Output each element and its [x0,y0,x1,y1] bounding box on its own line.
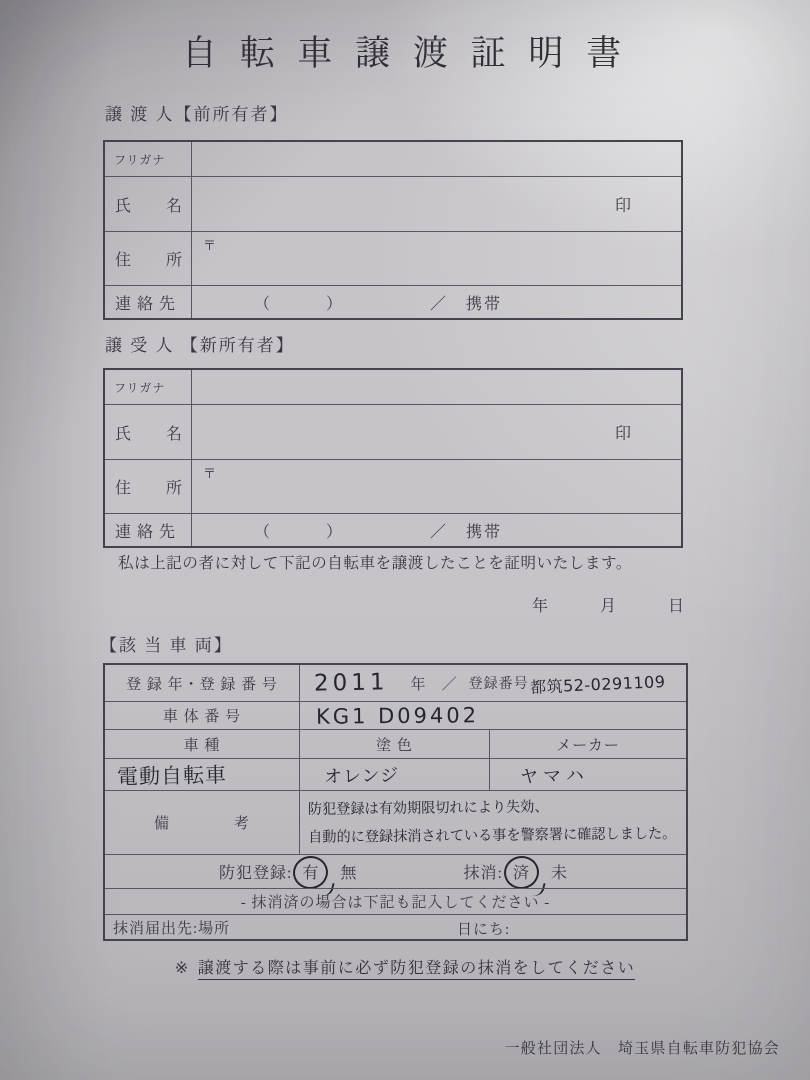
furigana-field [192,370,681,404]
vehicle-table [103,663,688,941]
year-label: 年 [532,598,549,615]
report-place-label: 抹消届出先:場所 [113,920,231,937]
transferor-name-row [105,176,681,231]
postal-mark: 〒 [203,238,217,253]
contact-paren: （ ） [254,295,345,313]
handwritten-circle-mark-yes [299,860,322,883]
security-registration-row [105,854,686,888]
registration-field [300,665,686,701]
transferor-furigana-row [105,142,681,176]
month-label: 月 [600,598,617,615]
footer-note-text: 譲渡する際は事前に必ず防犯登録の抹消をしてください [198,960,636,980]
maker-value-field [490,759,686,790]
name-label: 氏 名 [105,405,192,459]
contact-field [192,286,681,318]
furigana-label: フリガナ [105,370,192,404]
reference-mark: ※ [174,960,190,977]
address-label: 住 所 [105,460,192,513]
transfer-statement: 私は上記の者に対して下記の自転車を譲渡したことを証明いたします。 [118,555,632,572]
remarks-label: 備 考 [105,791,300,854]
handwritten-circle-mark-done [510,860,533,883]
remarks-line2: 自動的に登録抹消されている事を警察署に確認しました。 [308,825,677,846]
contact-mobile-label: ／ 携帯 [430,523,503,541]
spec-value-row [105,758,686,790]
vehicle-section-heading: 【該 当 車 両】 [100,636,233,655]
slash-separator: ／ [441,676,457,693]
contact-field [192,514,681,546]
spec-header-row [105,729,686,758]
postal-mark: 〒 [203,466,217,481]
security-yes-option: 有 [302,865,320,882]
remarks-field [300,791,689,854]
transferee-section-heading: 譲 受 人 【新所有者】 [105,336,295,355]
type-value: 電動自転車 [116,762,228,789]
frame-number-field [300,702,686,729]
transferee-furigana-row [105,370,681,404]
furigana-field [192,142,681,176]
erasure-label: 抹消: [463,865,503,882]
frame-number-row [105,701,686,729]
security-registration-label: 防犯登録: [219,865,293,882]
type-label: 車 種 [105,730,300,758]
registration-number-label: 登録番号 [468,677,529,692]
address-field [192,232,681,285]
transferee-address-row [105,459,681,513]
name-field [192,177,681,231]
color-value-field [300,759,490,790]
transferor-address-row [105,231,681,285]
name-field [192,405,681,459]
erasure-done-option: 済 [512,865,530,882]
type-value-field [105,759,300,790]
transferee-contact-row [105,513,681,546]
report-date-label: 日にち: [457,922,511,938]
address-label: 住 所 [105,232,192,285]
contact-label: 連 絡 先 [105,286,192,318]
address-field [192,460,681,513]
name-label: 氏 名 [105,177,192,231]
footer-note [0,955,810,978]
registration-row [105,665,686,701]
erasure-not-option: 未 [550,865,568,882]
transferor-section-heading: 譲 渡 人【前所有者】 [105,105,289,124]
organization-name: 一般社団法人 埼玉県自転車防犯協会 [504,1041,780,1057]
day-label: 日 [668,598,685,615]
erasure-report-row [105,914,686,939]
contact-paren: （ ） [254,523,345,541]
contact-mobile-label: ／ 携帯 [430,295,503,313]
frame-number-value: KG1 D09402 [315,702,480,729]
color-label: 塗 色 [300,730,490,758]
transferor-contact-row [105,285,681,318]
maker-label: メーカー [556,737,620,754]
year-unit-label: 年 [410,676,426,693]
frame-number-label: 車 体 番 号 [105,702,300,729]
erased-note-row [105,888,686,914]
color-value: オレンジ [323,764,400,788]
remarks-line1: 防犯登録は有効期限切れにより失効、 [307,797,549,818]
registration-label: 登 録 年・登 録 番 号 [105,665,300,701]
erased-note-text: - 抹消済の場合は下記も記入してください - [240,895,551,911]
date-line [532,593,684,616]
registration-year-value: 2011 [313,669,389,697]
transferor-table [103,140,683,320]
page-title: 自 転 車 譲 渡 証 明 書 [181,34,629,73]
seal-mark: 印 [614,425,631,443]
furigana-label: フリガナ [105,142,192,176]
transferee-name-row [105,404,681,459]
maker-value: ヤマハ [519,764,590,788]
transferee-table [103,368,683,548]
remarks-row [105,790,686,854]
security-no-option: 無 [340,865,358,882]
seal-mark: 印 [614,197,631,215]
registration-number-value: 都筑52-0291109 [529,671,666,697]
contact-label: 連 絡 先 [105,514,192,546]
